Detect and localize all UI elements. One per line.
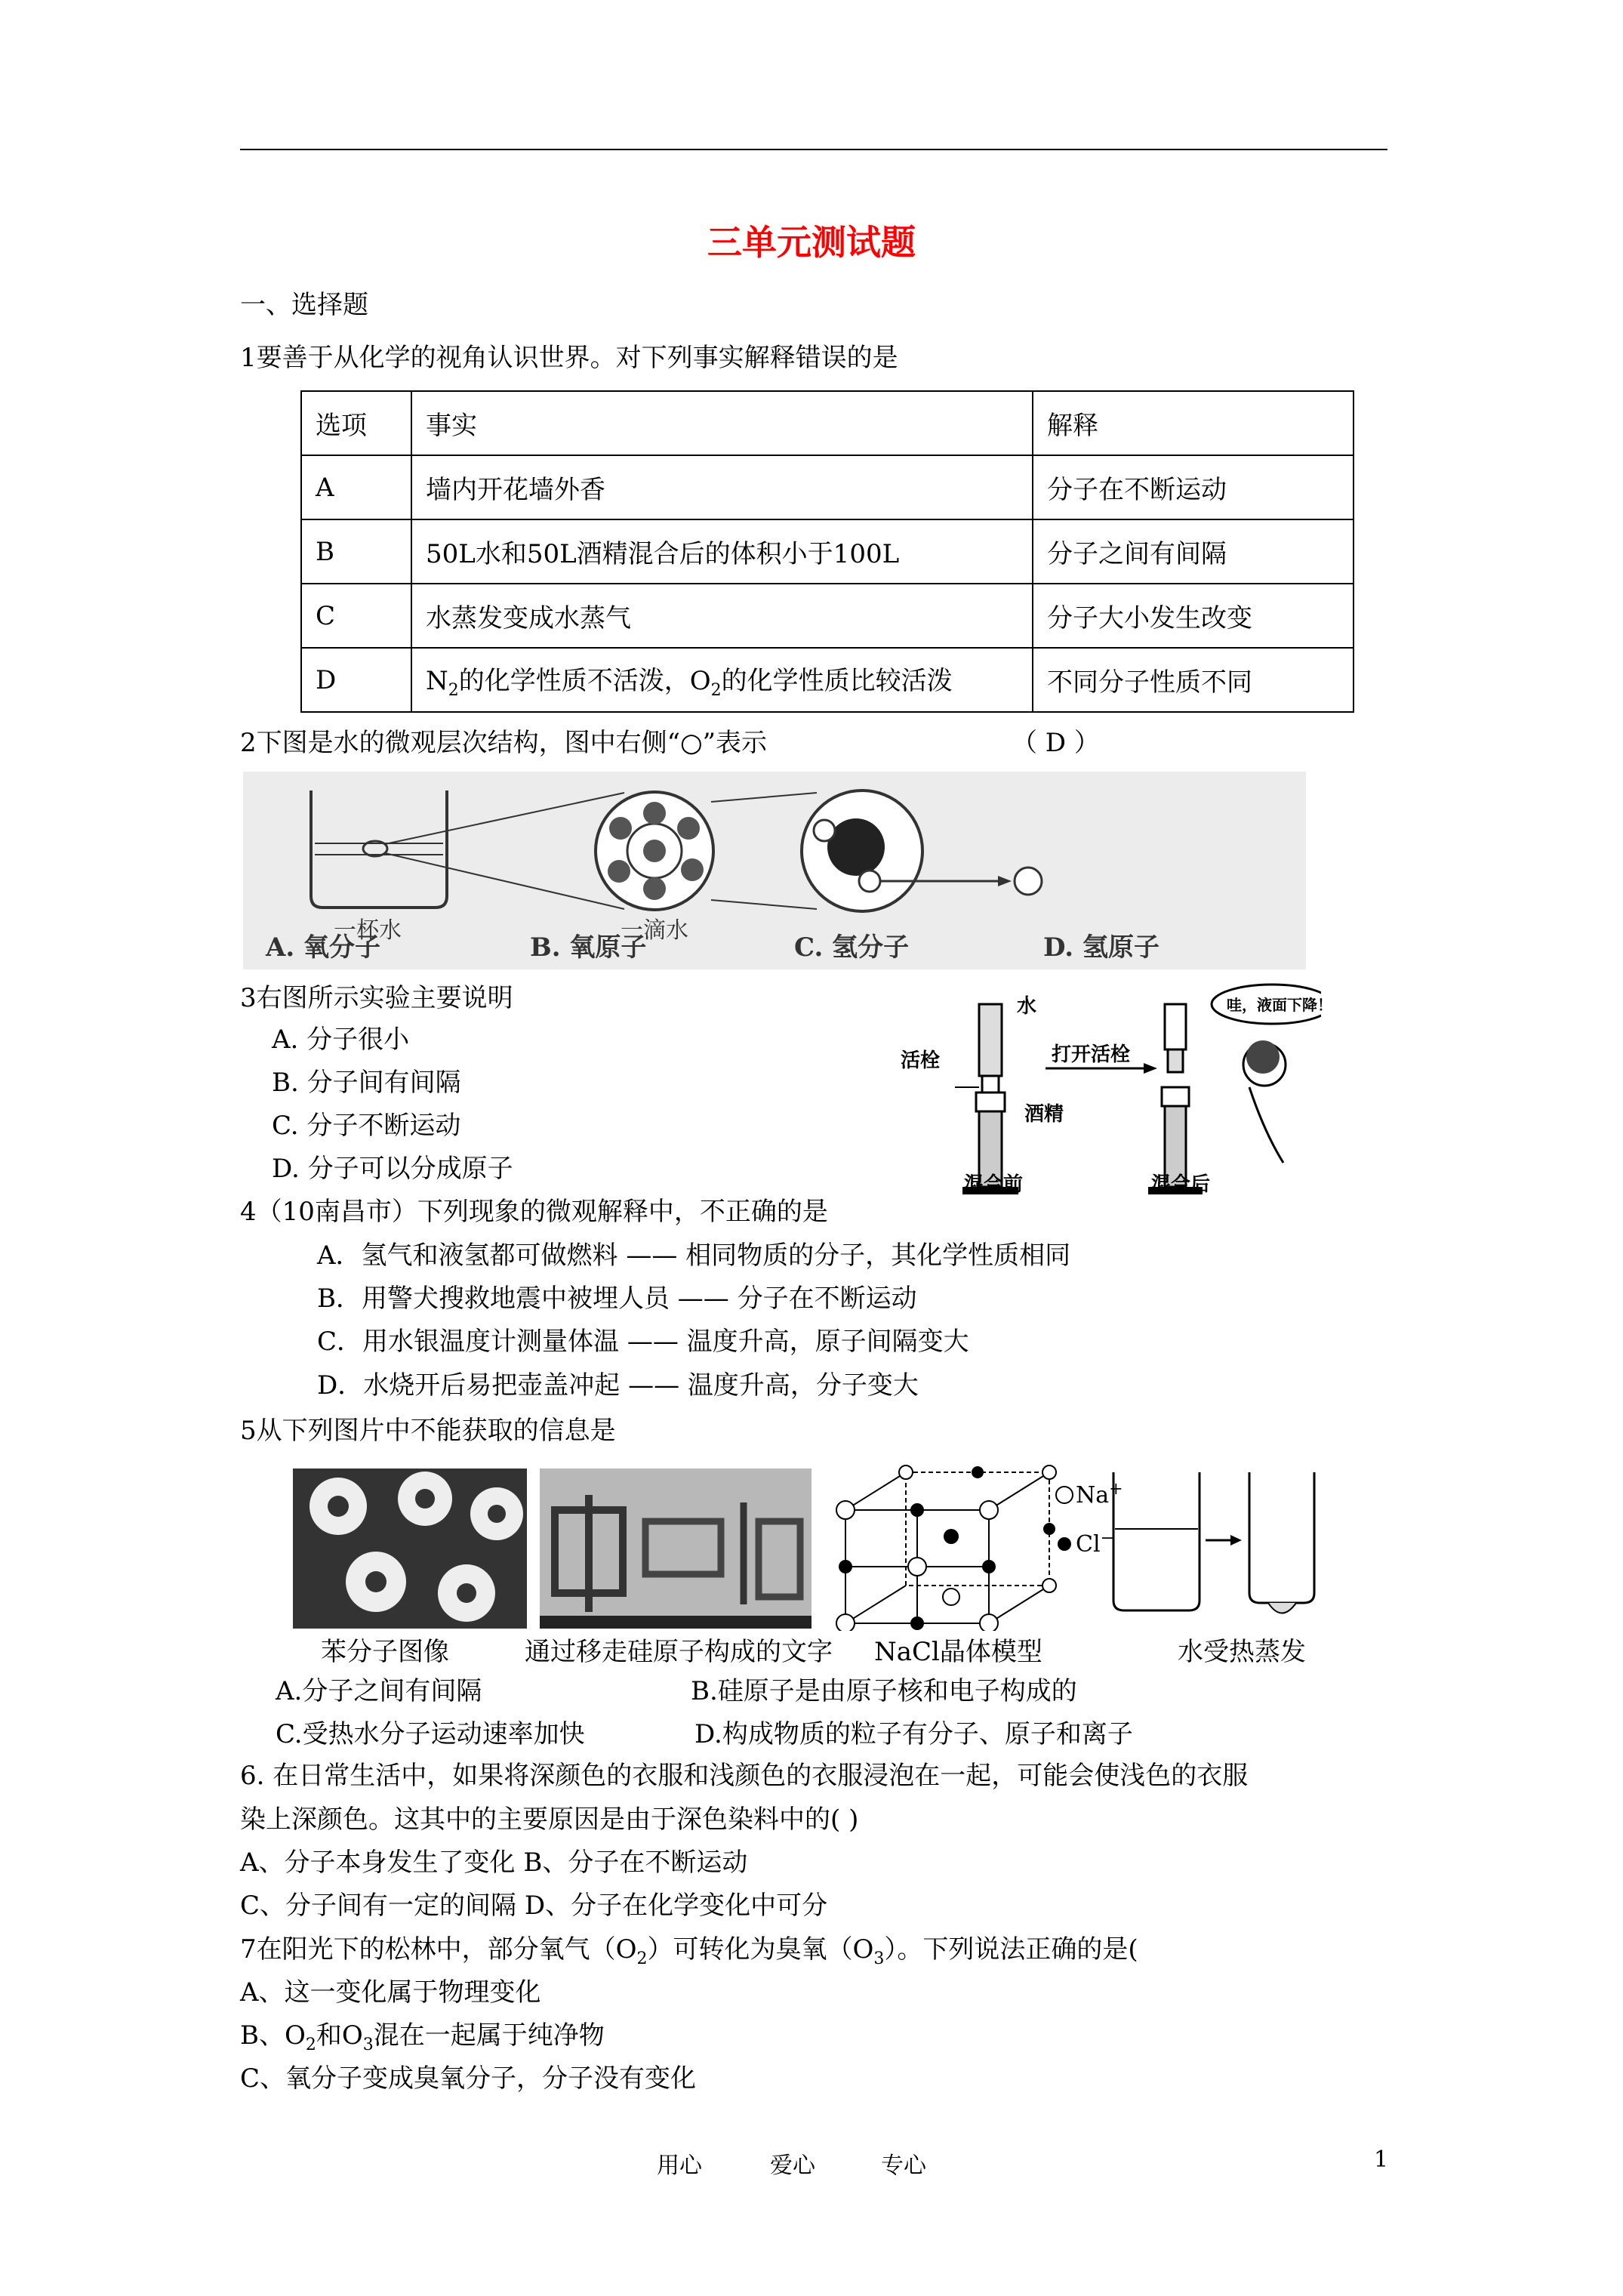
table-cell: 分子大小发生改变 (1033, 584, 1354, 648)
q6-stem-line1: 6. 在日常生活中，如果将深颜色的衣服和浅颜色的衣服浸泡在一起，可能会使浅色的衣服 (240, 1761, 1249, 1791)
q7-stem-part: ）。下列说法正确的是( (884, 1934, 1138, 1965)
q3-option-d: D. 分子可以分成原子 (272, 1154, 513, 1184)
nacl-drawing (830, 1465, 1117, 1631)
q2-option-d: D. 氢原子 (1043, 932, 1160, 963)
legend-na-text: Na (1076, 1482, 1110, 1509)
caption-nacl: NaCl晶体模型 (874, 1637, 1042, 1667)
q3-option-c: C. 分子不断运动 (272, 1111, 461, 1141)
label-valve: 活栓 (901, 1049, 941, 1072)
caption-silicon: 通过移走硅原子构成的文字 (525, 1637, 833, 1667)
table-cell: 水蒸发变成水蒸气 (411, 584, 1033, 648)
silicon-atom-image (540, 1469, 812, 1629)
caption-benzene: 苯分子图像 (321, 1637, 449, 1667)
legend-cl-text: Cl (1076, 1531, 1101, 1558)
table-row (301, 455, 1354, 519)
evaporation-figure (1106, 1469, 1321, 1627)
formula-subscript: 2 (448, 680, 459, 700)
legend-na-charge: + (1109, 1480, 1123, 1499)
footer-word: 用心 (657, 2153, 702, 2179)
formula-part: N (426, 666, 448, 697)
formula-part: 的化学性质比较活泼 (721, 666, 953, 697)
formula-subscript: 2 (305, 2035, 316, 2054)
q7-stem (240, 1933, 1138, 1976)
label-open-valve: 打开活栓 (1052, 1043, 1131, 1066)
table-cell: 墙内开花墙外香 (411, 455, 1033, 519)
header-cell: 选项 (301, 391, 411, 455)
table-cell-formula (411, 648, 1033, 712)
formula-subscript: 3 (362, 2035, 374, 2054)
q7-stem-part: 7在阳光下的松林中，部分氧气（O (240, 1934, 637, 1965)
header-cell: 事实 (411, 391, 1033, 455)
fig-label-cup: 一杯水 (334, 917, 402, 944)
label-water: 水 (1017, 995, 1037, 1018)
q3-option-b: B. 分子间有间隔 (272, 1068, 461, 1098)
table-cell: B (301, 519, 411, 584)
q7-stem-part: ）可转化为臭氧（O (647, 1934, 874, 1965)
q7-option-part: 和O (316, 2020, 363, 2051)
benzene-image (293, 1469, 527, 1629)
q6-options-cd: C、分子间有一定的间隔 D、分子在化学变化中可分 (240, 1891, 828, 1921)
label-before: 混合前 (964, 1173, 1024, 1196)
q7-option-part: B、O (240, 2020, 306, 2051)
table-cell: D (301, 648, 411, 712)
silicon-drawing (540, 1469, 812, 1629)
table-cell: 不同分子性质不同 (1033, 648, 1354, 712)
q2-answer: （ D ） (1012, 728, 1100, 758)
q5-stem: 5从下列图片中不能获取的信息是 (240, 1416, 616, 1446)
q4-option-d: D．水烧开后易把壶盖冲起 —— 温度升高，分子变大 (317, 1370, 919, 1401)
q2-option-a: A. 氧分子 (266, 932, 381, 963)
mixing-experiment-figure (895, 982, 1332, 1208)
q4-option-a: A．氢气和液氢都可做燃料 —— 相同物质的分子，其化学性质相同 (317, 1240, 1071, 1271)
label-alcohol: 酒精 (1024, 1103, 1064, 1126)
legend-cl-charge: − (1100, 1529, 1114, 1548)
table-cell: 分子之间有间隔 (1033, 519, 1354, 584)
water-structure-figure (243, 772, 1306, 969)
q2-stem: 2下图是水的微观层次结构，图中右侧“○”表示 (240, 728, 768, 758)
nacl-crystal-model (830, 1465, 1123, 1631)
q5-option-a: A.分子之间有间隔 (276, 1676, 482, 1706)
q3-option-a: A. 分子很小 (272, 1025, 410, 1055)
page-number: 1 (1374, 2147, 1389, 2173)
table-row (301, 648, 1354, 712)
q5-option-b: B.硅原子是由原子核和电子构成的 (691, 1676, 1077, 1706)
caption-evaporation: 水受热蒸发 (1178, 1637, 1306, 1667)
label-speech: 哇，液面下降！ (1227, 996, 1332, 1014)
footer-word: 爱心 (770, 2153, 815, 2179)
formula-subscript: 2 (636, 1949, 648, 1968)
section-heading: 一、选择题 (240, 290, 368, 320)
q4-stem: 4（10南昌市）下列现象的微观解释中，不正确的是 (240, 1197, 828, 1227)
fig-label-drop: 一滴水 (621, 917, 688, 944)
q7-option-a: A、这一变化属于物理变化 (240, 1977, 541, 2008)
label-after: 混合后 (1151, 1173, 1211, 1196)
q7-option-part: 混在一起属于纯净物 (373, 2020, 605, 2051)
table-row (301, 519, 1354, 584)
table-header-row (301, 391, 1354, 455)
q7-option-b (240, 2019, 605, 2062)
q2-option-b: B. 氧原子 (530, 932, 647, 963)
footer-word: 专心 (881, 2153, 926, 2179)
evaporation-drawing (1106, 1469, 1321, 1627)
q1-stem: 1要善于从化学的视角认识世界。对下列事实解释错误的是 (240, 343, 898, 373)
table-cell: C (301, 584, 411, 648)
q4-option-b: B．用警犬搜救地震中被埋人员 —— 分子在不断运动 (317, 1284, 917, 1314)
q4-option-c: C．用水银温度计测量体温 —— 温度升高，原子间隔变大 (317, 1327, 969, 1357)
page-title: 三单元测试题 (707, 222, 916, 263)
table-cell: A (301, 455, 411, 519)
q7-option-c: C、氧分子变成臭氧分子，分子没有变化 (240, 2063, 697, 2094)
q1-table (300, 390, 1354, 713)
formula-subscript: 3 (873, 1949, 885, 1968)
header-rule (240, 149, 1387, 150)
q3-stem: 3右图所示实验主要说明 (240, 983, 513, 1013)
q5-option-c: C.受热水分子运动速率加快 (276, 1719, 585, 1749)
header-cell: 解释 (1033, 391, 1354, 455)
mixing-experiment-drawing (895, 982, 1321, 1208)
table-cell: 分子在不断运动 (1033, 455, 1354, 519)
table-row (301, 584, 1354, 648)
table-cell: 50L水和50L酒精混合后的体积小于100L (411, 519, 1033, 584)
benzene-drawing (293, 1469, 527, 1629)
q6-options-ab: A、分子本身发生了变化 B、分子在不断运动 (240, 1848, 748, 1878)
formula-part: 的化学性质不活泼，O (458, 666, 711, 697)
formula-subscript: 2 (710, 680, 722, 700)
q2-option-c: C. 氢分子 (794, 932, 910, 963)
q5-option-d: D.构成物质的粒子有分子、原子和离子 (694, 1719, 1133, 1749)
q6-stem-line2: 染上深颜色。这其中的主要原因是由于深色染料中的( ) (240, 1804, 859, 1835)
